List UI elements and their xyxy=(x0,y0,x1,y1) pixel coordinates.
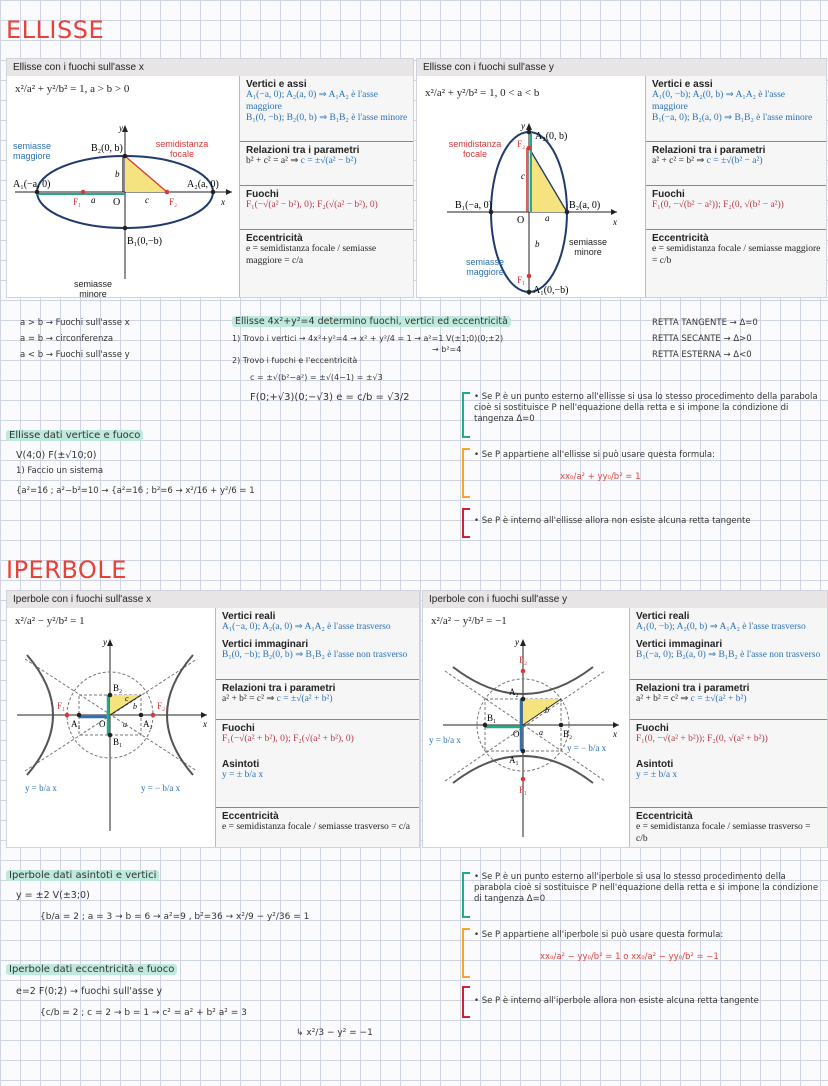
iperbole-y-box xyxy=(422,590,828,848)
relazioni-heading: Relazioni tra i parametri xyxy=(652,145,766,156)
fuochi-text: F₁(0, −√(b² − a²)); F₂(0, √(b² − a²)) xyxy=(652,200,784,210)
eccentricita-title: Iperbole dati eccentricità e fuoco xyxy=(6,964,177,975)
vertici-text-2: B₁(−a, 0); B₂(a, 0) ⇒ B₁B₂ è l'asse minore xyxy=(652,113,813,123)
eccentricita-step-1: e=2 F(0;2) → fuochi sull'asse y xyxy=(16,986,163,997)
bracket-orange xyxy=(462,928,470,978)
label-asintoto-2: y = − b/a x xyxy=(141,783,181,793)
fuochi-section xyxy=(646,186,827,230)
label-A1: A₁(0,−b) xyxy=(533,285,569,296)
label-B2: B₂ xyxy=(113,683,123,693)
vertici-heading: Vertici e assi xyxy=(246,79,307,90)
vertici-text-2: B₁(0, −b); B₂(0, b) ⇒ B₁B₂ è l'asse minore xyxy=(246,113,408,123)
relazioni-lhs: b² + c² = a² ⇒ xyxy=(246,156,301,166)
example-step-1: 1) Trovo i vertici → 4x²+y²=4 → x² + y²/4 = 1 → a²=1 V(±1;0)(0;±2) xyxy=(232,334,504,343)
vertici-immaginari-section xyxy=(630,636,828,680)
box-heading: Iperbole con i fuochi sull'asse y xyxy=(423,591,827,608)
retta-tangente: RETTA TANGENTE → Δ=0 xyxy=(652,318,758,328)
fuochi-heading: Fuochi xyxy=(652,189,685,200)
label-F2: F₂ xyxy=(157,701,166,711)
dati-step-2: 1) Faccio un sistema xyxy=(16,466,104,476)
label-x: x xyxy=(613,217,617,227)
label-A2: A₂(a, 0) xyxy=(187,179,219,190)
bracket-red xyxy=(462,986,470,1018)
iperbole-formula-tangente: xx₀/a² − yy₀/b² = 1 o xx₀/a² − yy₀/b² = −1 xyxy=(540,952,719,962)
ellisse-formula-tangente: xx₀/a² + yy₀/b² = 1 xyxy=(560,472,641,482)
label-b: b xyxy=(545,706,549,715)
fuochi-section xyxy=(240,186,414,230)
label-asintoto-2: y = − b/a x xyxy=(567,743,607,753)
label-b: b xyxy=(133,702,137,711)
eccentricita-step-2: {c/b = 2 ; c = 2 → b = 1 → c² = a² + b² a² = 3 xyxy=(40,1008,247,1018)
label-y: y xyxy=(103,637,107,647)
label-asintoto-1: y = b/a x xyxy=(429,735,461,745)
label-A2: A₂ xyxy=(509,687,519,697)
label-O: O xyxy=(517,215,525,226)
fuochi-heading: Fuochi xyxy=(246,189,279,200)
label-F1: F₁ xyxy=(517,275,526,285)
label-B2: B₂ xyxy=(563,729,573,739)
dati-step-1: V(4;0) F(±√10;0) xyxy=(16,450,97,461)
eccentricita-section xyxy=(240,230,414,297)
relazioni-section xyxy=(646,142,827,186)
eccentricita-section xyxy=(216,808,420,847)
eccentricita-heading: Eccentricità xyxy=(222,811,279,822)
vertici-immaginari-heading: Vertici immaginari xyxy=(636,639,723,650)
retta-esterna: RETTA ESTERNA → Δ<0 xyxy=(652,350,752,360)
equation: x²/a² + y²/b² = 1, 0 < a < b xyxy=(425,87,540,99)
label-F2: F₂ xyxy=(169,197,178,207)
box-heading: Iperbole con i fuochi sull'asse x xyxy=(7,591,419,608)
iperbole-p-interno: • Se P è interno all'iperbole allora non esiste alcuna retta tangente xyxy=(474,996,759,1006)
label-c: c xyxy=(145,195,149,205)
dati-title: Ellisse dati vertice e fuoco xyxy=(6,430,143,441)
dati-step-3: {a²=16 ; a²−b²=10 → {a²=16 ; b²=6 → x²/16 + y²/6 = 1 xyxy=(16,486,255,496)
relazioni-heading: Relazioni tra i parametri xyxy=(246,145,360,156)
vertici-reali-heading: Vertici reali xyxy=(636,611,690,622)
box-heading: Ellisse con i fuochi sull'asse y xyxy=(417,59,826,76)
relazioni-lhs: a² + c² = b² ⇒ xyxy=(652,156,707,166)
label-semidistanza-focale: semidistanza focale xyxy=(155,139,209,159)
equation: x²/a² − y²/b² = −1 xyxy=(431,615,507,627)
fuochi-text: F₁(0, −√(a² + b²)); F₂(0, √(a² + b²)) xyxy=(636,734,768,744)
asintoti-text: y = ± b/a x xyxy=(636,770,678,780)
eccentricita-text: e = semidistanza focale / semiasse maggiore = c/b xyxy=(652,244,821,266)
label-F2: F₂ xyxy=(519,655,528,665)
label-A2: A₂ xyxy=(143,719,153,729)
box-heading: Ellisse con i fuochi sull'asse x xyxy=(7,59,413,76)
note-a-lt-b: a < b → Fuochi sull'asse y xyxy=(20,350,130,360)
label-x: x xyxy=(221,197,225,207)
label-F1: F₁ xyxy=(519,785,528,795)
ellisse-p-esterno: • Se P è un punto esterno all'ellisse si usa lo stesso procedimento della parabola cioè si sostituisce P nell'equazione della retta e si impone la condizione di tangenza Δ=0 xyxy=(474,392,818,424)
section-title-iperbole: IPERBOLE xyxy=(6,556,127,584)
ellisse-y-panel xyxy=(645,76,827,297)
label-B1: B₁(−a, 0) xyxy=(455,200,492,211)
label-y: y xyxy=(521,121,525,131)
label-c: c xyxy=(521,171,525,181)
fuochi-heading: Fuochi xyxy=(636,723,669,734)
label-y: y xyxy=(515,637,519,647)
vertici-reali-text: A₁(0, −b); A₂(0, b) ⇒ A₁A₂ è l'asse trasverso xyxy=(636,622,806,632)
label-a: a xyxy=(545,213,550,223)
example-step-3: c = ±√(b²−a²) = ±√(4−1) = ±√3 xyxy=(250,373,383,382)
eccentricita-text: e = semidistanza focale / semiasse trasverso = c/b xyxy=(636,822,811,844)
label-B2: B₂(0, b) xyxy=(91,143,123,154)
label-B2: B₂(a, 0) xyxy=(569,200,601,211)
relazioni-rhs: c = ±√(a² − b²) xyxy=(300,156,357,166)
asintoti-step-1: y = ±2 V(±3;0) xyxy=(16,890,90,901)
vertici-reali-section xyxy=(630,608,828,636)
label-O: O xyxy=(99,719,106,729)
iperbole-p-appartiene: • Se P appartiene all'iperbole si può usare questa formula: xyxy=(474,930,724,940)
asintoti-step-2: {b/a = 2 ; a = 3 → b = 6 → a²=9 , b²=36 → x²/9 − y²/36 = 1 xyxy=(40,912,310,922)
relazioni-rhs: c = ±√(a² + b²) xyxy=(690,694,747,704)
vertici-reali-section xyxy=(216,608,420,636)
label-x: x xyxy=(613,729,617,739)
ellisse-x-box xyxy=(6,58,414,298)
equation: x²/a² − y²/b² = 1 xyxy=(15,615,85,627)
label-y: y xyxy=(119,123,123,133)
label-b: b xyxy=(115,169,120,179)
vertici-immaginari-text: B₁(0, −b); B₂(0, b) ⇒ B₁B₂ è l'asse non trasverso xyxy=(222,650,408,660)
eccentricita-heading: Eccentricità xyxy=(652,233,709,244)
label-semidistanza-focale: semidistanza focale xyxy=(448,139,502,159)
eccentricita-text: e = semidistanza focale / semiasse trasverso = c/a xyxy=(222,822,410,832)
eccentricita-heading: Eccentricità xyxy=(246,233,303,244)
iperbole-x-panel xyxy=(215,608,420,847)
vertici-heading: Vertici e assi xyxy=(652,79,713,90)
fuochi-text: F₁(−√(a² + b²), 0); F₂(√(a² + b²), 0) xyxy=(222,734,354,744)
iperbole-x-graph xyxy=(7,631,215,847)
ellisse-x-panel xyxy=(239,76,414,297)
label-semiasse-minore: semiasse minore xyxy=(73,279,112,298)
iperbole-x-box xyxy=(6,590,420,848)
label-a: a xyxy=(539,728,543,737)
equation: x²/a² + y²/b² = 1, a > b > 0 xyxy=(15,83,130,95)
label-asintoto-1: y = b/a x xyxy=(25,783,57,793)
vertici-immaginari-heading: Vertici immaginari xyxy=(222,639,309,650)
example-step-2: 2) Trovo i fuochi e l'eccentricità xyxy=(232,356,358,365)
ellisse-y-box xyxy=(416,58,827,298)
eccentricita-text: e = semidistanza focale / semiasse maggiore = c/a xyxy=(246,244,377,266)
asintoti-heading: Asintoti xyxy=(222,759,260,770)
note-a-gt-b: a > b → Fuochi sull'asse x xyxy=(20,318,130,328)
fuochi-section xyxy=(630,720,828,756)
label-F1: F₁ xyxy=(73,197,82,207)
bracket-orange xyxy=(462,448,470,498)
fuochi-text: F₁(−√(a² − b²), 0); F₂(√(a² − b²), 0) xyxy=(246,200,378,210)
example-title: Ellisse 4x²+y²=4 determino fuochi, vertici ed eccentricità xyxy=(232,316,511,327)
eccentricita-step-3: ↳ x²/3 − y² = −1 xyxy=(296,1028,373,1038)
label-B1: B₁(0,−b) xyxy=(127,236,162,247)
asintoti-heading: Asintoti xyxy=(636,759,674,770)
section-title-ellisse: ELLISSE xyxy=(6,16,105,44)
relazioni-rhs: c = ±√(a² + b²) xyxy=(276,694,333,704)
vertici-section xyxy=(240,76,414,142)
relazioni-section xyxy=(240,142,414,186)
relazioni-lhs: a² + b² = c² ⇒ xyxy=(636,694,691,704)
retta-secante: RETTA SECANTE → Δ>0 xyxy=(652,334,752,344)
vertici-immaginari-section xyxy=(216,636,420,680)
eccentricita-section xyxy=(646,230,827,297)
iperbole-y-graph xyxy=(423,631,629,847)
label-A1: A₁ xyxy=(71,719,81,729)
eccentricita-section xyxy=(630,808,828,847)
label-F1: F₁ xyxy=(57,701,66,711)
vertici-text-1: A₁(0, −b); A₂(0, b) ⇒ A₁A₂ è l'asse maggiore xyxy=(652,90,786,112)
bracket-green xyxy=(462,392,470,438)
label-x: x xyxy=(203,719,207,729)
relazioni-section xyxy=(216,680,420,720)
relazioni-section xyxy=(630,680,828,720)
label-B1: B₁ xyxy=(113,737,123,747)
asintoti-section xyxy=(630,756,828,808)
label-semiasse-maggiore: semiasse maggiore xyxy=(13,141,52,161)
bracket-red xyxy=(462,508,470,538)
vertici-immaginari-text: B₁(−a, 0); B₂(a, 0) ⇒ B₁B₂ è l'asse non trasverso xyxy=(636,650,821,660)
label-O: O xyxy=(113,197,121,208)
example-step-4: F(0;+√3)(0;−√3) e = c/b = √3/2 xyxy=(250,392,410,403)
label-semiasse-minore: semiasse minore xyxy=(568,237,607,257)
label-a: a xyxy=(123,720,127,729)
label-A1: A₁ xyxy=(509,755,519,765)
asintoti-text: y = ± b/a x xyxy=(222,770,264,780)
label-semiasse-maggiore: semiasse maggiore xyxy=(465,257,504,277)
label-B1: B₁ xyxy=(487,713,497,723)
relazioni-rhs: c = ±√(b² − a²) xyxy=(706,156,763,166)
iperbole-y-panel xyxy=(629,608,828,847)
example-step-1b: → b²=4 xyxy=(432,345,462,354)
asintoti-section xyxy=(216,756,420,808)
relazioni-heading: Relazioni tra i parametri xyxy=(636,683,750,694)
ellisse-p-interno: • Se P è interno all'ellisse allora non esiste alcuna retta tangente xyxy=(474,516,751,526)
fuochi-heading: Fuochi xyxy=(222,723,255,734)
vertici-reali-heading: Vertici reali xyxy=(222,611,276,622)
label-a: a xyxy=(91,195,96,205)
vertici-section xyxy=(646,76,827,142)
label-b: b xyxy=(535,239,540,249)
bracket-green xyxy=(462,872,470,918)
label-A1: A₁(−a, 0) xyxy=(13,179,51,190)
fuochi-section xyxy=(216,720,420,756)
note-a-eq-b: a = b → circonferenza xyxy=(20,334,114,344)
label-c: c xyxy=(125,694,129,703)
ellisse-p-appartiene: • Se P appartiene all'ellisse si può usare questa formula: xyxy=(474,450,715,460)
relazioni-lhs: a² + b² = c² ⇒ xyxy=(222,694,277,704)
label-F2: F₂ xyxy=(517,139,526,149)
label-O: O xyxy=(513,729,520,739)
iperbole-p-esterno: • Se P è un punto esterno all'iperbole si usa lo stesso procedimento della parabola cioè si sostituisce P nell'equazione della retta e si impone la condizione di tangenza Δ=0 xyxy=(474,872,819,904)
asintoti-title: Iperbole dati asintoti e vertici xyxy=(6,870,159,881)
eccentricita-heading: Eccentricità xyxy=(636,811,693,822)
relazioni-heading: Relazioni tra i parametri xyxy=(222,683,336,694)
vertici-reali-text: A₁(−a, 0); A₂(a, 0) ⇒ A₁A₂ è l'asse trasverso xyxy=(222,622,391,632)
vertici-text-1: A₁(−a, 0); A₂(a, 0) ⇒ A₁A₂ è l'asse maggiore xyxy=(246,90,378,112)
label-A2: A₂(0, b) xyxy=(535,131,568,142)
